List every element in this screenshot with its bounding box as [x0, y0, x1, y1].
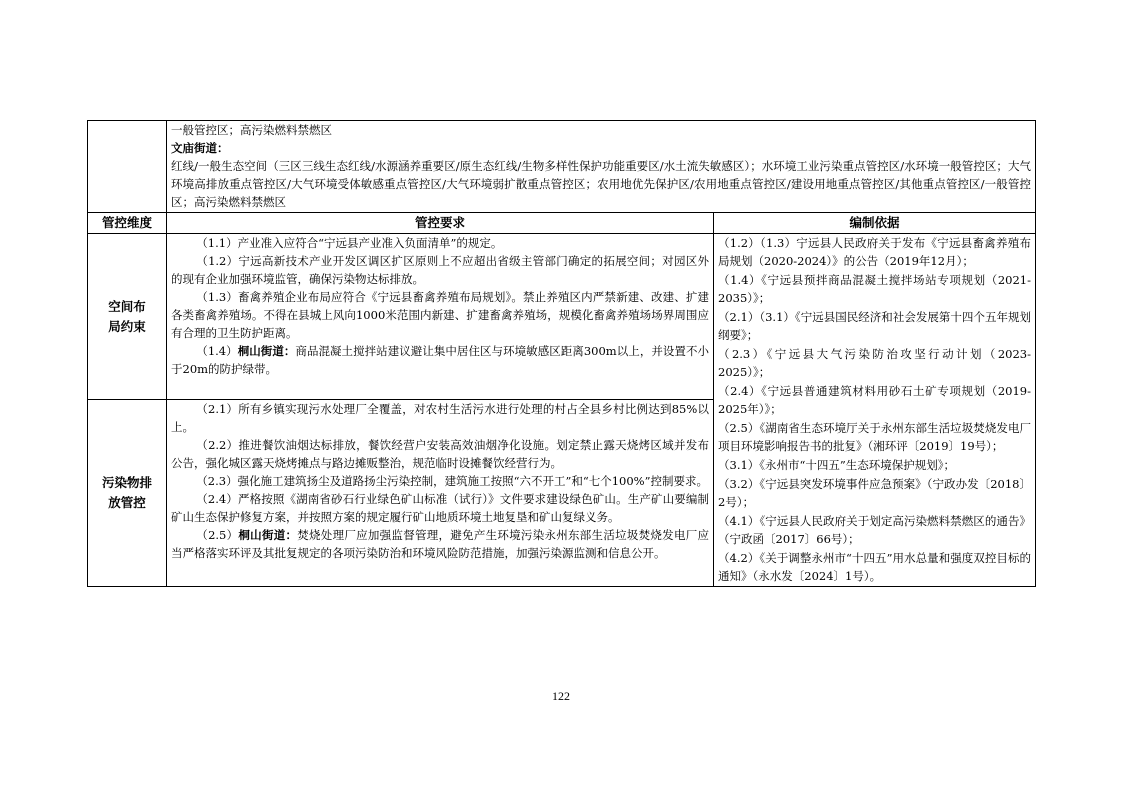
subdistrict-heading: 文庙街道：: [171, 141, 229, 155]
basis-cell: [714, 234, 1036, 587]
header-dimension: 管控维度: [88, 213, 167, 234]
requirement-item: （1.2）宁远高新技术产业开发区调区扩区原则上不应超出省级主管部门确定的拓展空间；对园区外的现有企业加强环境监管，确保污染物达标排放。: [171, 254, 709, 286]
requirements-pollution: [167, 400, 714, 587]
requirement-item: （2.3）强化施工建筑扬尘及道路扬尘污染控制，建筑施工按照“六不开工”和“七个100%”控制要求。: [196, 474, 708, 489]
requirements-spatial: [167, 234, 714, 400]
control-requirements-table: [87, 120, 1036, 587]
basis-item: （2.4）《宁远县普通建筑材料用砂石土矿专项规划（2019-2025年）》；: [718, 384, 1032, 416]
requirement-item: （2.1）所有乡镇实现污水处理厂全覆盖，对农村生活污水进行处理的村占全县乡村比例达到85%以上。: [171, 402, 709, 435]
basis-item: （1.4）《宁远县预拌商品混凝土搅拌场站专项规划（2021-2035）》；: [718, 273, 1032, 305]
header-requirements: 管控要求: [167, 213, 714, 234]
continuation-cell: [167, 121, 1036, 213]
basis-item: （3.2）《宁远县突发环境事件应急预案》（宁政办发〔2018〕2号）；: [718, 477, 1032, 509]
requirement-item: （1.1）产业准入应符合“宁远县产业准入负面清单”的规定。: [196, 236, 503, 250]
header-row: [88, 213, 1036, 234]
basis-item: （4.1）《宁远县人民政府关于划定高污染燃料禁燃区的通告》（宁政函〔2017〕66号）；: [718, 514, 1032, 546]
basis-item: （2.1）（3.1）《宁远县国民经济和社会发展第十四个五年规划纲要》；: [718, 310, 1032, 342]
requirement-item: （2.4）严格按照《湖南省砂石行业绿色矿山标准（试行）》文件要求建设绿色矿山。生产矿山要编制矿山生态保护修复方案，并按照方案的规定履行矿山地质环境土地复垦和矿山复绿义务。: [171, 492, 709, 525]
requirement-item: （1.3）畜禽养殖企业布局应符合《宁远县畜禽养殖布局规划》。禁止养殖区内严禁新建、改建、扩建各类畜禽养殖场。不得在县城上风向1000米范围内新建、扩建畜禽养殖场，规模化畜禽养殖场场界周围应有合理的卫生防护距离。: [171, 290, 709, 340]
dimension-pollution: [88, 400, 167, 587]
section-row-spatial: [88, 234, 1036, 400]
empty-dimension-cell: [88, 121, 167, 213]
requirement-item: （1.4）桐山街道：商品混凝土搅拌站建议避让集中居住区与环境敏感区距离300m以上，并设置不小于20m的防护绿带。: [171, 344, 710, 376]
dimension-spatial: [88, 234, 167, 400]
continuation-row: [88, 121, 1036, 213]
header-basis: 编制依据: [714, 213, 1036, 234]
subdistrict-label: 桐山街道：: [238, 528, 298, 543]
dimension-label: 空间布局约束: [108, 298, 146, 334]
requirement-item: （2.5）桐山街道：焚烧处理厂应加强监督管理，避免产生环境污染永州东部生活垃圾焚烧发电厂应当严格落实环评及其批复规定的各项污染防治和环境风险防范措施，加强污染源监测和信息公开。: [171, 528, 709, 561]
basis-item: （3.1）《永州市“十四五”生态环境保护规划》；: [718, 458, 956, 472]
page-number: 122: [552, 689, 570, 703]
continuation-body: 红线/一般生态空间（三区三线生态红线/水源涵养重要区/原生态红线/生物多样性保护功能重要区/水土流失敏感区）；水环境工业污染重点管控区/水环境一般管控区；大气环境高排放重点管控区/大气环境受体敏感重点管控区/大气环境弱扩散重点管控区；农用地优先保护区/农用地重点管控区/建设用地重点管控区/其他重点管控区/一般管控区；高污染燃料禁燃区: [171, 159, 1032, 209]
dimension-label: 污染物排放管控: [101, 475, 152, 511]
subdistrict-label: 桐山街道：: [237, 344, 296, 358]
basis-item: （1.2）（1.3）宁远县人民政府关于发布《宁远县畜禽养殖布局规划（2020-2024）》的公告（2019年12月）；: [718, 236, 1032, 268]
basis-item: （4.2）《关于调整永州市“十四五”用水总量和强度双控目标的通知》（永水发〔2024〕1号）。: [718, 551, 1032, 583]
basis-item: （2.3）《宁远县大气污染防治攻坚行动计划（2023-2025）》；: [718, 347, 1032, 379]
basis-item: （2.5）《湖南省生态环境厅关于永州东部生活垃圾焚烧发电厂项目环境影响报告书的批复》（湘环评〔2019〕19号）；: [718, 421, 1032, 453]
requirement-item: （2.2）推进餐饮油烟达标排放，餐饮经营户安装高效油烟净化设施。划定禁止露天烧烤区域并发布公告，强化城区露天烧烤摊点与路边摊贩整治，规范临时设摊餐饮经营行为。: [171, 438, 709, 471]
continuation-line: 一般管控区；高污染燃料禁燃区: [171, 123, 332, 137]
